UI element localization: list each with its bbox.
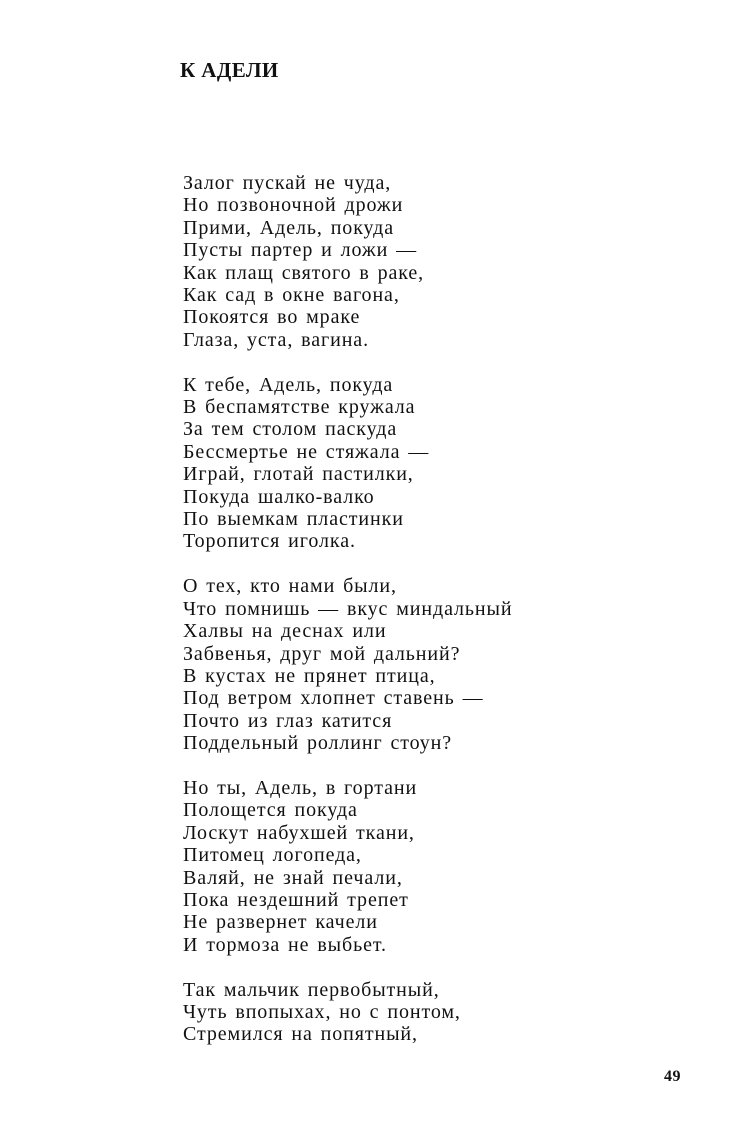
poem-line: Не развернет качели [183, 911, 378, 934]
stanza [183, 172, 703, 351]
poem-line: Торопится иголка. [183, 530, 356, 553]
poem-line: Пусты партер и ложи — [183, 239, 418, 262]
poem-line: Как плащ святого в раке, [183, 261, 425, 284]
poem-line: За тем столом паскуда [183, 418, 398, 441]
poem-body [183, 172, 703, 1068]
poem-title: К АДЕЛИ [180, 58, 279, 82]
poem-line: Прими, Адель, покуда [183, 216, 395, 239]
poem-line: К тебе, Адель, покуда [183, 373, 394, 396]
poem-line: Покуда шалко-валко [183, 485, 375, 508]
stanza [183, 777, 703, 956]
poem-line: Полощется покуда [183, 799, 358, 822]
poem-line: Поддельный роллинг стоун? [183, 732, 453, 755]
stanza [183, 979, 703, 1046]
poem-line: Валяй, не знай печали, [183, 866, 403, 889]
poem-line: Чуть впопыхах, но с понтом, [183, 1000, 461, 1023]
poem-line: Покоятся во мраке [183, 306, 361, 329]
poem-line: В кустах не прянет птица, [183, 664, 436, 687]
poem-line: Халвы на деснах или [183, 620, 387, 643]
poem-line: Под ветром хлопнет ставень — [183, 687, 484, 710]
poem-line: О тех, кто нами были, [183, 575, 397, 598]
poem-line: Пока нездешний трепет [183, 888, 409, 911]
poem-line: Залог пускай не чуда, [183, 172, 392, 194]
poem-line: Но ты, Адель, в гортани [183, 776, 418, 799]
stanza [183, 374, 703, 553]
poem-line: В беспамятстве кружала [183, 396, 416, 419]
page-number: 49 [664, 1068, 681, 1085]
poem-line: Как сад в окне вагона, [183, 284, 400, 307]
stanza [183, 575, 703, 754]
poem-line: Забвенья, друг мой дальний? [183, 642, 461, 665]
poem-line: Играй, глотай пастилки, [183, 463, 414, 486]
poem-line: Питомец логопеда, [183, 844, 362, 867]
poem-line: Бессмертье не стяжала — [183, 440, 430, 463]
poem-line: Что помнишь — вкус миндальный [183, 597, 513, 620]
poem-line: Но позвоночной дрожи [183, 194, 404, 217]
poem-line: Так мальчик первобытный, [183, 978, 440, 1001]
poem-line: И тормоза не выбьет. [183, 933, 387, 956]
poem-line: Стремился на попятный, [183, 1023, 418, 1046]
poem-line: По выемкам пластинки [183, 508, 404, 531]
poem-line: Почто из глаз катится [183, 709, 393, 732]
poem-line: Глаза, уста, вагина. [183, 328, 369, 351]
poem-line: Лоскут набухшей ткани, [183, 821, 415, 844]
